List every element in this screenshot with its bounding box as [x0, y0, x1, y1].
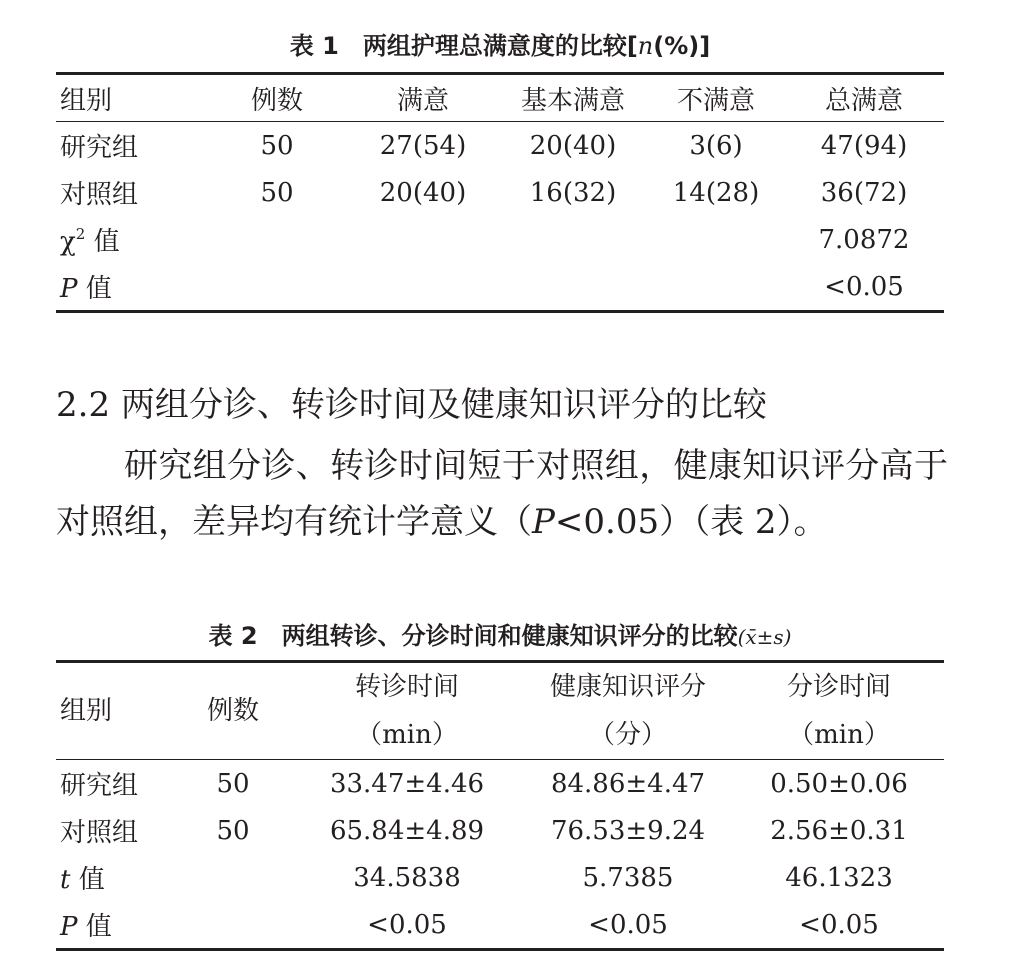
empty-cell: [498, 216, 648, 263]
table-cell: 16(32): [529, 177, 617, 208]
table1: [56, 72, 944, 313]
chi-square-value: 7.0872: [818, 224, 910, 255]
t-value: 34.5838: [353, 862, 461, 893]
table-cell: 50: [260, 177, 294, 208]
table2: [56, 660, 944, 951]
p-value: <0.05: [588, 909, 668, 940]
table2-caption: [56, 620, 944, 653]
table-row: [56, 122, 944, 170]
table-cell: 20(40): [529, 130, 617, 161]
table1-caption: [56, 30, 944, 62]
paragraph-text-2: <0.05）（表 2）。: [554, 502, 828, 542]
p-value-label: [56, 263, 206, 312]
empty-cell: [174, 854, 292, 901]
table-cell: 对照组: [60, 818, 139, 848]
table1-header-cell: 例数: [206, 74, 348, 122]
table-cell: 50: [260, 130, 294, 161]
header-unit: （min）: [356, 720, 458, 750]
t-value-label: [56, 854, 174, 901]
table-cell: 研究组: [60, 133, 139, 163]
table1-header-cell: 组别: [56, 74, 206, 122]
p-value: <0.05: [367, 909, 447, 940]
chi-label-text: 值: [85, 227, 120, 257]
table-cell: 对照组: [60, 180, 139, 210]
table2-caption-prefix: 表 2 两组转诊、分诊时间和健康知识评分的比较: [208, 622, 738, 650]
body-paragraph: [56, 438, 948, 550]
p-value: <0.05: [799, 909, 879, 940]
empty-cell: [348, 216, 498, 263]
table-row: [56, 807, 944, 854]
table1-header-row: [56, 74, 944, 122]
header-line: 转诊时间: [354, 672, 459, 702]
table-cell: 研究组: [60, 771, 139, 801]
p-symbol: P: [60, 274, 78, 304]
table1-caption-suffix: (%)]: [653, 32, 711, 60]
empty-cell: [206, 216, 348, 263]
p-label-text: 值: [77, 274, 112, 304]
p-value-label: [56, 901, 174, 950]
table-cell: 2.56±0.31: [770, 815, 908, 846]
table-cell: 33.47±4.46: [329, 768, 485, 799]
table2-header-cell: 组别: [56, 662, 174, 760]
table-cell: 50: [216, 768, 250, 799]
section-heading: 2.2 两组分诊、转诊时间及健康知识评分的比较: [56, 385, 767, 425]
table1-p-row: [56, 263, 944, 312]
chi-symbol: χ: [60, 227, 76, 257]
empty-cell: [206, 263, 348, 312]
table-cell: 3(6): [689, 130, 743, 161]
empty-cell: [648, 263, 784, 312]
table1-caption-prefix: 表 1 两组护理总满意度的比较[: [289, 32, 638, 60]
empty-cell: [348, 263, 498, 312]
empty-cell: [174, 901, 292, 950]
t-value: 5.7385: [582, 862, 674, 893]
p-symbol: P: [60, 912, 78, 942]
table1-chi-row: [56, 216, 944, 263]
table1-header-cell: 基本满意: [498, 74, 648, 122]
paragraph-p-symbol: P: [532, 502, 555, 542]
table2-header-cell: 例数: [174, 662, 292, 760]
header-line: 健康知识评分: [549, 672, 706, 702]
table2-header-row: [56, 662, 944, 760]
p-label-text: 值: [77, 912, 112, 942]
t-symbol: t: [60, 865, 71, 895]
t-value: 46.1323: [785, 862, 893, 893]
header-unit: （min）: [788, 720, 890, 750]
table-cell: 36(72): [820, 177, 908, 208]
empty-cell: [648, 216, 784, 263]
table-cell: 76.53±9.24: [550, 815, 706, 846]
chi-square-label: [56, 216, 206, 263]
table1-caption-n: n: [637, 32, 654, 60]
table-cell: 27(54): [379, 130, 467, 161]
table-cell: 50: [216, 815, 250, 846]
table-row: [56, 760, 944, 808]
table2-header-cell: [734, 662, 944, 760]
chi-superscript: 2: [75, 225, 86, 243]
empty-cell: [498, 263, 648, 312]
table-cell: 84.86±4.47: [550, 768, 706, 799]
p-value: <0.05: [824, 271, 904, 302]
table2-p-row: [56, 901, 944, 950]
paragraph-text-1: 研究组分诊、转诊时间短于对照组，健康知识评分高于对照组，差异均有统计学意义（: [56, 446, 948, 542]
table2-t-row: [56, 854, 944, 901]
table1-header-cell: 满意: [348, 74, 498, 122]
table1-header-cell: 不满意: [648, 74, 784, 122]
table1-header-cell: 总满意: [784, 74, 944, 122]
header-line: 分诊时间: [786, 672, 891, 702]
table2-caption-stat: (x̄±s): [737, 625, 792, 649]
table-cell: 65.84±4.89: [329, 815, 485, 846]
table-cell: 14(28): [672, 177, 760, 208]
table-cell: 0.50±0.06: [770, 768, 908, 799]
table2-header-cell: [292, 662, 522, 760]
t-label-text: 值: [70, 865, 105, 895]
header-unit: （分）: [588, 720, 667, 750]
table-cell: 47(94): [820, 130, 908, 161]
table-cell: 20(40): [379, 177, 467, 208]
table2-header-cell: [522, 662, 734, 760]
table-row: [56, 169, 944, 216]
